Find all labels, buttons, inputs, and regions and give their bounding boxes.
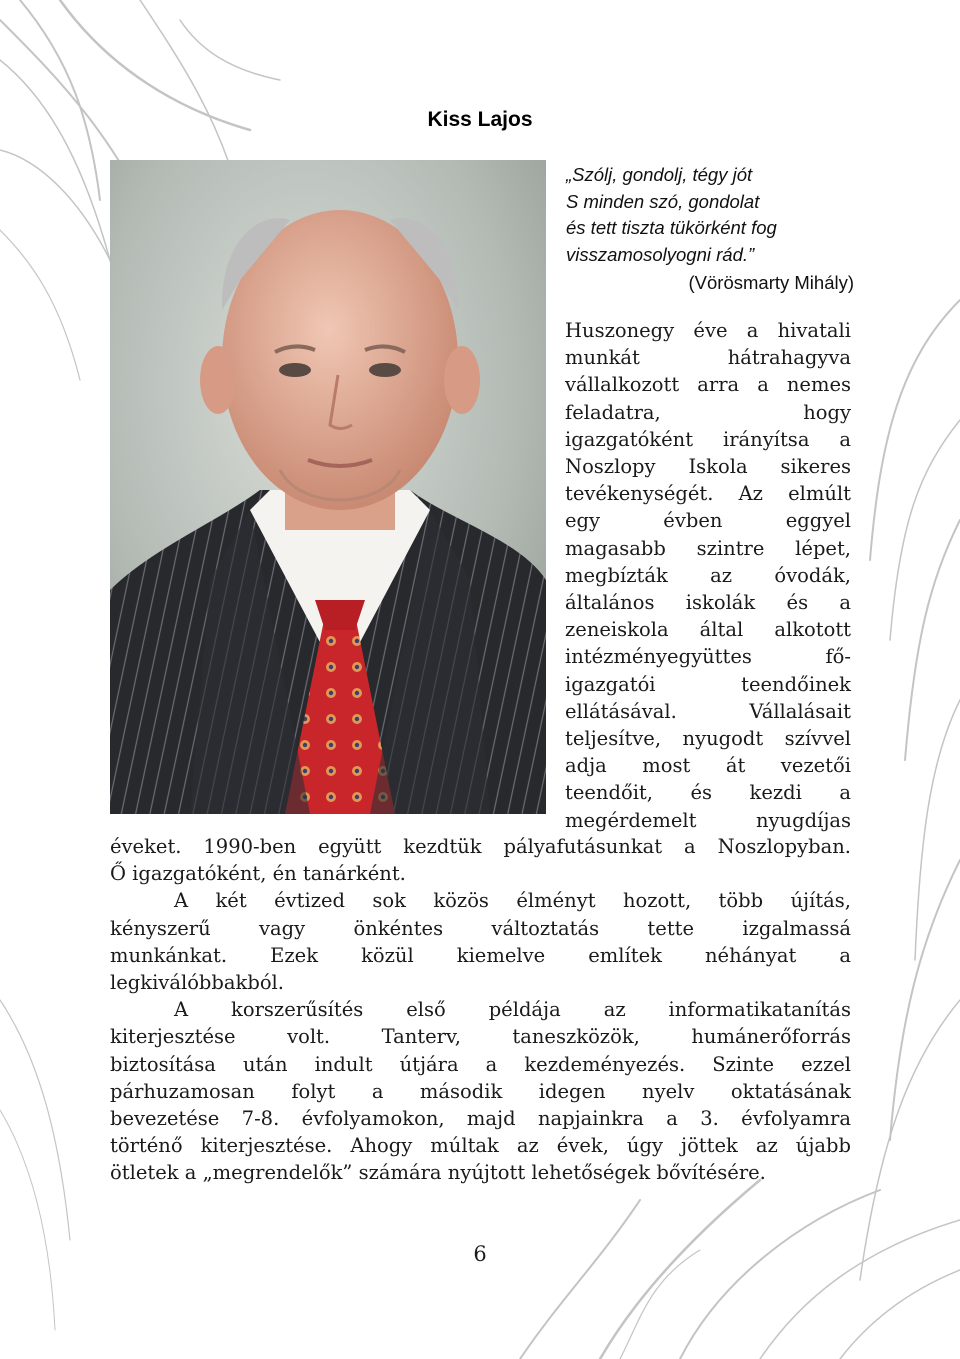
quote-author: (Vörösmarty Mihály) xyxy=(688,271,854,293)
article-title: Kiss Lajos xyxy=(427,108,533,131)
text-line: megérdemelt nyugdíjas xyxy=(565,808,851,832)
text-line: Ő igazgatóként, én tanárként. xyxy=(110,862,406,886)
text-line: zeneiskola által alkotott xyxy=(565,618,851,642)
text-line: Noszlopy Iskola sikeres xyxy=(565,455,851,479)
text-line: kiterjesztése volt. Tanterv, taneszközök, humánerőforrás xyxy=(110,1025,851,1049)
text-line: tevékenységét. Az elmúlt xyxy=(565,482,851,506)
text-line: történő kiterjesztése. Ahogy múltak az évek, úgy jöttek az újabb xyxy=(110,1134,851,1158)
text-line: teljesítve, nyugodt szívvel xyxy=(565,727,851,751)
text-line: intézményegyüttes fő- xyxy=(565,645,851,669)
text-line: általános iskolák és a xyxy=(565,591,851,615)
text-line: vállalkozott arra a nemes xyxy=(565,373,851,397)
text-line: ötletek a „megrendelők” számára nyújtott lehetőségek bővítésére. xyxy=(110,1161,766,1185)
text-line: A korszerűsítés első példája az informatikatanítás xyxy=(174,998,851,1022)
text-line: bevezetése 7-8. évfolyamokon, majd napjainkra a 3. évfolyamra xyxy=(110,1107,851,1131)
side-column-text xyxy=(565,317,851,834)
text-line: A két évtized sok közös élményt hozott, több újítás, xyxy=(174,889,851,913)
text-line: munkánkat. Ezek közül kiemelve említek néhányat a xyxy=(110,943,851,967)
page-number: 6 xyxy=(473,1242,487,1266)
epigraph-quote xyxy=(566,162,854,297)
text-line: feladatra, hogy xyxy=(565,400,851,424)
text-line: adja most át vezetői xyxy=(565,754,851,778)
body-text xyxy=(110,833,851,1187)
text-line: éveket. 1990-ben együtt kezdtük pályafutásunkat a Noszlopyban. xyxy=(110,835,851,858)
text-line: igazgatóként irányítsa a xyxy=(565,427,851,451)
text-line: munkát hátrahagyva xyxy=(565,346,851,370)
text-line: biztosítása után indult útjára a kezdeményezés. Szinte ezzel xyxy=(110,1052,851,1076)
text-line: ellátásával. Vállalásait xyxy=(565,699,851,723)
text-line: magasabb szintre lépet, xyxy=(565,536,851,560)
text-line: párhuzamosan folyt a második idegen nyelv oktatásának xyxy=(110,1079,851,1103)
text-line: legkiválóbbakból. xyxy=(110,971,284,995)
quote-line: „Szólj, gondolj, tégy jót xyxy=(566,164,753,185)
text-line: Huszonegy éve a hivatali xyxy=(565,319,851,342)
text-line: kényszerű vagy önkéntes változtatás tette izgalmassá xyxy=(110,916,851,940)
text-line: igazgatói teendőinek xyxy=(565,672,851,696)
text-line: egy évben eggyel xyxy=(565,509,851,533)
quote-line: S minden szó, gondolat xyxy=(566,190,760,212)
text-line: megbízták az óvodák, xyxy=(565,563,851,587)
text-line: teendőit, és kezdi a xyxy=(565,781,851,805)
quote-line: és tett tiszta tükörként fog xyxy=(566,217,777,239)
portrait-photo xyxy=(110,160,546,814)
quote-line: visszamosolyogni rád.” xyxy=(566,244,755,266)
